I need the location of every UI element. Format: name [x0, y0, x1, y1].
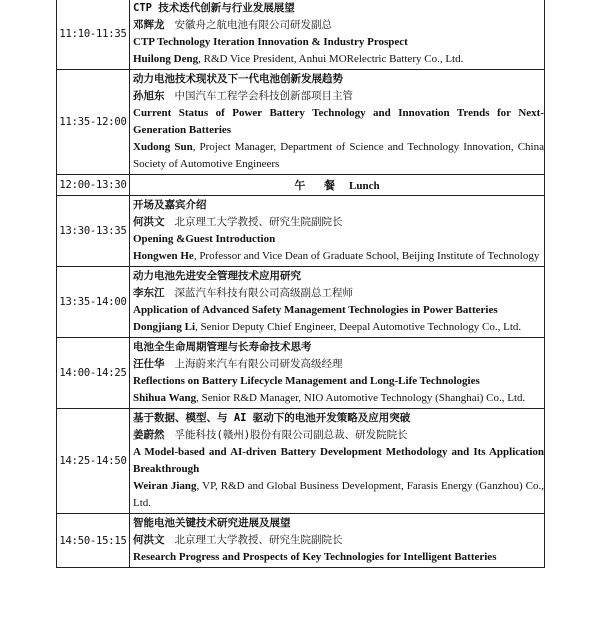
speaker-en-affiliation: , R&D Vice President, Anhui MORelectric Battery Co., Ltd. — [198, 53, 464, 65]
session-cn-speaker — [133, 214, 544, 231]
lunch-cn: 午 餐 — [294, 179, 342, 192]
session-cn-speaker — [133, 17, 544, 34]
speaker-en-affiliation: , Senior Deputy Chief Engineer, Deepal Automotive Technology Co., Ltd. — [195, 321, 522, 333]
speaker-en-name: Shihua Wang — [133, 392, 197, 404]
session-time: 14:00-14:25 — [57, 338, 130, 409]
speaker-cn-affiliation: 深蓝汽车科技有限公司高级副总工程师 — [174, 287, 353, 299]
session-cn-title: CTP 技术迭代创新与行业发展展望 — [133, 2, 295, 14]
session-time: 11:35-12:00 — [57, 70, 130, 175]
session-en-title: Research Progress and Prospects of Key Technologies for Intelligent Batteries — [133, 551, 497, 563]
session-row — [57, 514, 545, 568]
lunch-label — [130, 175, 545, 196]
session-en-speaker — [133, 319, 544, 336]
session-cn-title: 开场及嘉宾介绍 — [133, 199, 207, 211]
session-time: 13:35-14:00 — [57, 267, 130, 338]
lunch-row — [57, 175, 545, 196]
session-row — [57, 196, 545, 267]
session-cn-speaker — [133, 88, 544, 105]
speaker-cn-name: 姜蔚然 — [133, 429, 165, 441]
session-en-title: CTP Technology Iteration Innovation & Industry Prospect — [133, 36, 408, 48]
session-en-speaker — [133, 51, 544, 68]
session-en-title: A Model-based and AI-driven Battery Development Methodology and Its Application Breakthrough — [133, 446, 544, 475]
session-time: 14:25-14:50 — [57, 409, 130, 514]
speaker-cn-affiliation: 北京理工大学教授、研究生院副院长 — [174, 216, 343, 228]
speaker-cn-name: 汪仕华 — [133, 358, 165, 370]
session-en-title: Application of Advanced Safety Management Technologies in Power Batteries — [133, 304, 498, 316]
session-content — [130, 267, 545, 338]
speaker-cn-name: 何洪文 — [133, 534, 165, 546]
session-en-speaker — [133, 390, 544, 407]
speaker-cn-affiliation: 中国汽车工程学会科技创新部项目主管 — [174, 90, 353, 102]
speaker-en-affiliation: , VP, R&D and Global Business Development, Farasis Energy (Ganzhou) Co., Ltd. — [133, 480, 544, 509]
speaker-en-affiliation: , Senior R&D Manager, NIO Automotive Technology (Shanghai) Co., Ltd. — [196, 392, 526, 404]
session-en-speaker — [133, 478, 544, 512]
session-content — [130, 409, 545, 514]
speaker-cn-affiliation: 安徽舟之航电池有限公司研发副总 — [174, 19, 332, 31]
session-en-title: Opening &Guest Introduction — [133, 233, 276, 245]
speaker-en-affiliation: , Professor and Vice Dean of Graduate School, Beijing Institute of Technology — [193, 250, 540, 262]
session-en-title: Reflections on Battery Lifecycle Management and Long-Life Technologies — [133, 375, 480, 387]
session-cn-speaker — [133, 427, 544, 444]
session-content — [130, 70, 545, 175]
session-row — [57, 70, 545, 175]
speaker-cn-name: 李东江 — [133, 287, 165, 299]
session-cn-title: 基于数据、模型、与 AI 驱动下的电池开发策略及应用突破 — [133, 412, 411, 424]
speaker-cn-affiliation: 孚能科技(赣州)股份有限公司副总裁、研发院院长 — [174, 429, 408, 441]
session-content — [130, 196, 545, 267]
session-time: 14:50-15:15 — [57, 514, 130, 568]
speaker-en-name: Huilong Deng — [133, 53, 199, 65]
session-time: 13:30-13:35 — [57, 196, 130, 267]
speaker-en-name: Hongwen He — [133, 250, 194, 262]
session-cn-title: 动力电池技术现状及下一代电池创新发展趋势 — [133, 73, 343, 85]
lunch-en: Lunch — [349, 180, 380, 192]
speaker-en-name: Weiran Jiang — [133, 480, 197, 492]
speaker-en-name: Xudong Sun — [133, 141, 193, 153]
session-row — [57, 338, 545, 409]
speaker-en-affiliation: , Project Manager, Department of Science and Technology Innovation, China Society of Automotive Engineers — [133, 141, 544, 170]
speaker-cn-affiliation: 上海蔚来汽车有限公司研发高级经理 — [174, 358, 343, 370]
session-time: 11:10-11:35 — [57, 0, 130, 70]
session-cn-speaker — [133, 356, 544, 373]
session-cn-title: 动力电池先进安全管理技术应用研究 — [133, 270, 301, 282]
speaker-en-name: Dongjiang Li — [133, 321, 196, 333]
speaker-cn-affiliation: 北京理工大学教授、研究生院副院长 — [174, 534, 343, 546]
session-en-speaker — [133, 139, 544, 173]
session-time: 12:00-13:30 — [57, 175, 130, 196]
session-content — [130, 514, 545, 568]
speaker-cn-name: 孙旭东 — [133, 90, 165, 102]
session-content — [130, 338, 545, 409]
session-cn-title: 电池全生命周期管理与长寿命技术思考 — [133, 341, 312, 353]
agenda-table — [56, 0, 545, 568]
speaker-cn-name: 何洪文 — [133, 216, 165, 228]
speaker-cn-name: 邓辉龙 — [133, 19, 165, 31]
session-en-speaker — [133, 248, 544, 265]
session-row — [57, 409, 545, 514]
session-row — [57, 0, 545, 70]
session-en-title: Current Status of Power Battery Technology and Innovation Trends for Next-Generation Batteries — [133, 107, 544, 136]
session-cn-speaker — [133, 532, 544, 549]
session-cn-title: 智能电池关键技术研究进展及展望 — [133, 517, 291, 529]
session-content — [130, 0, 545, 70]
session-cn-speaker — [133, 285, 544, 302]
session-row — [57, 267, 545, 338]
